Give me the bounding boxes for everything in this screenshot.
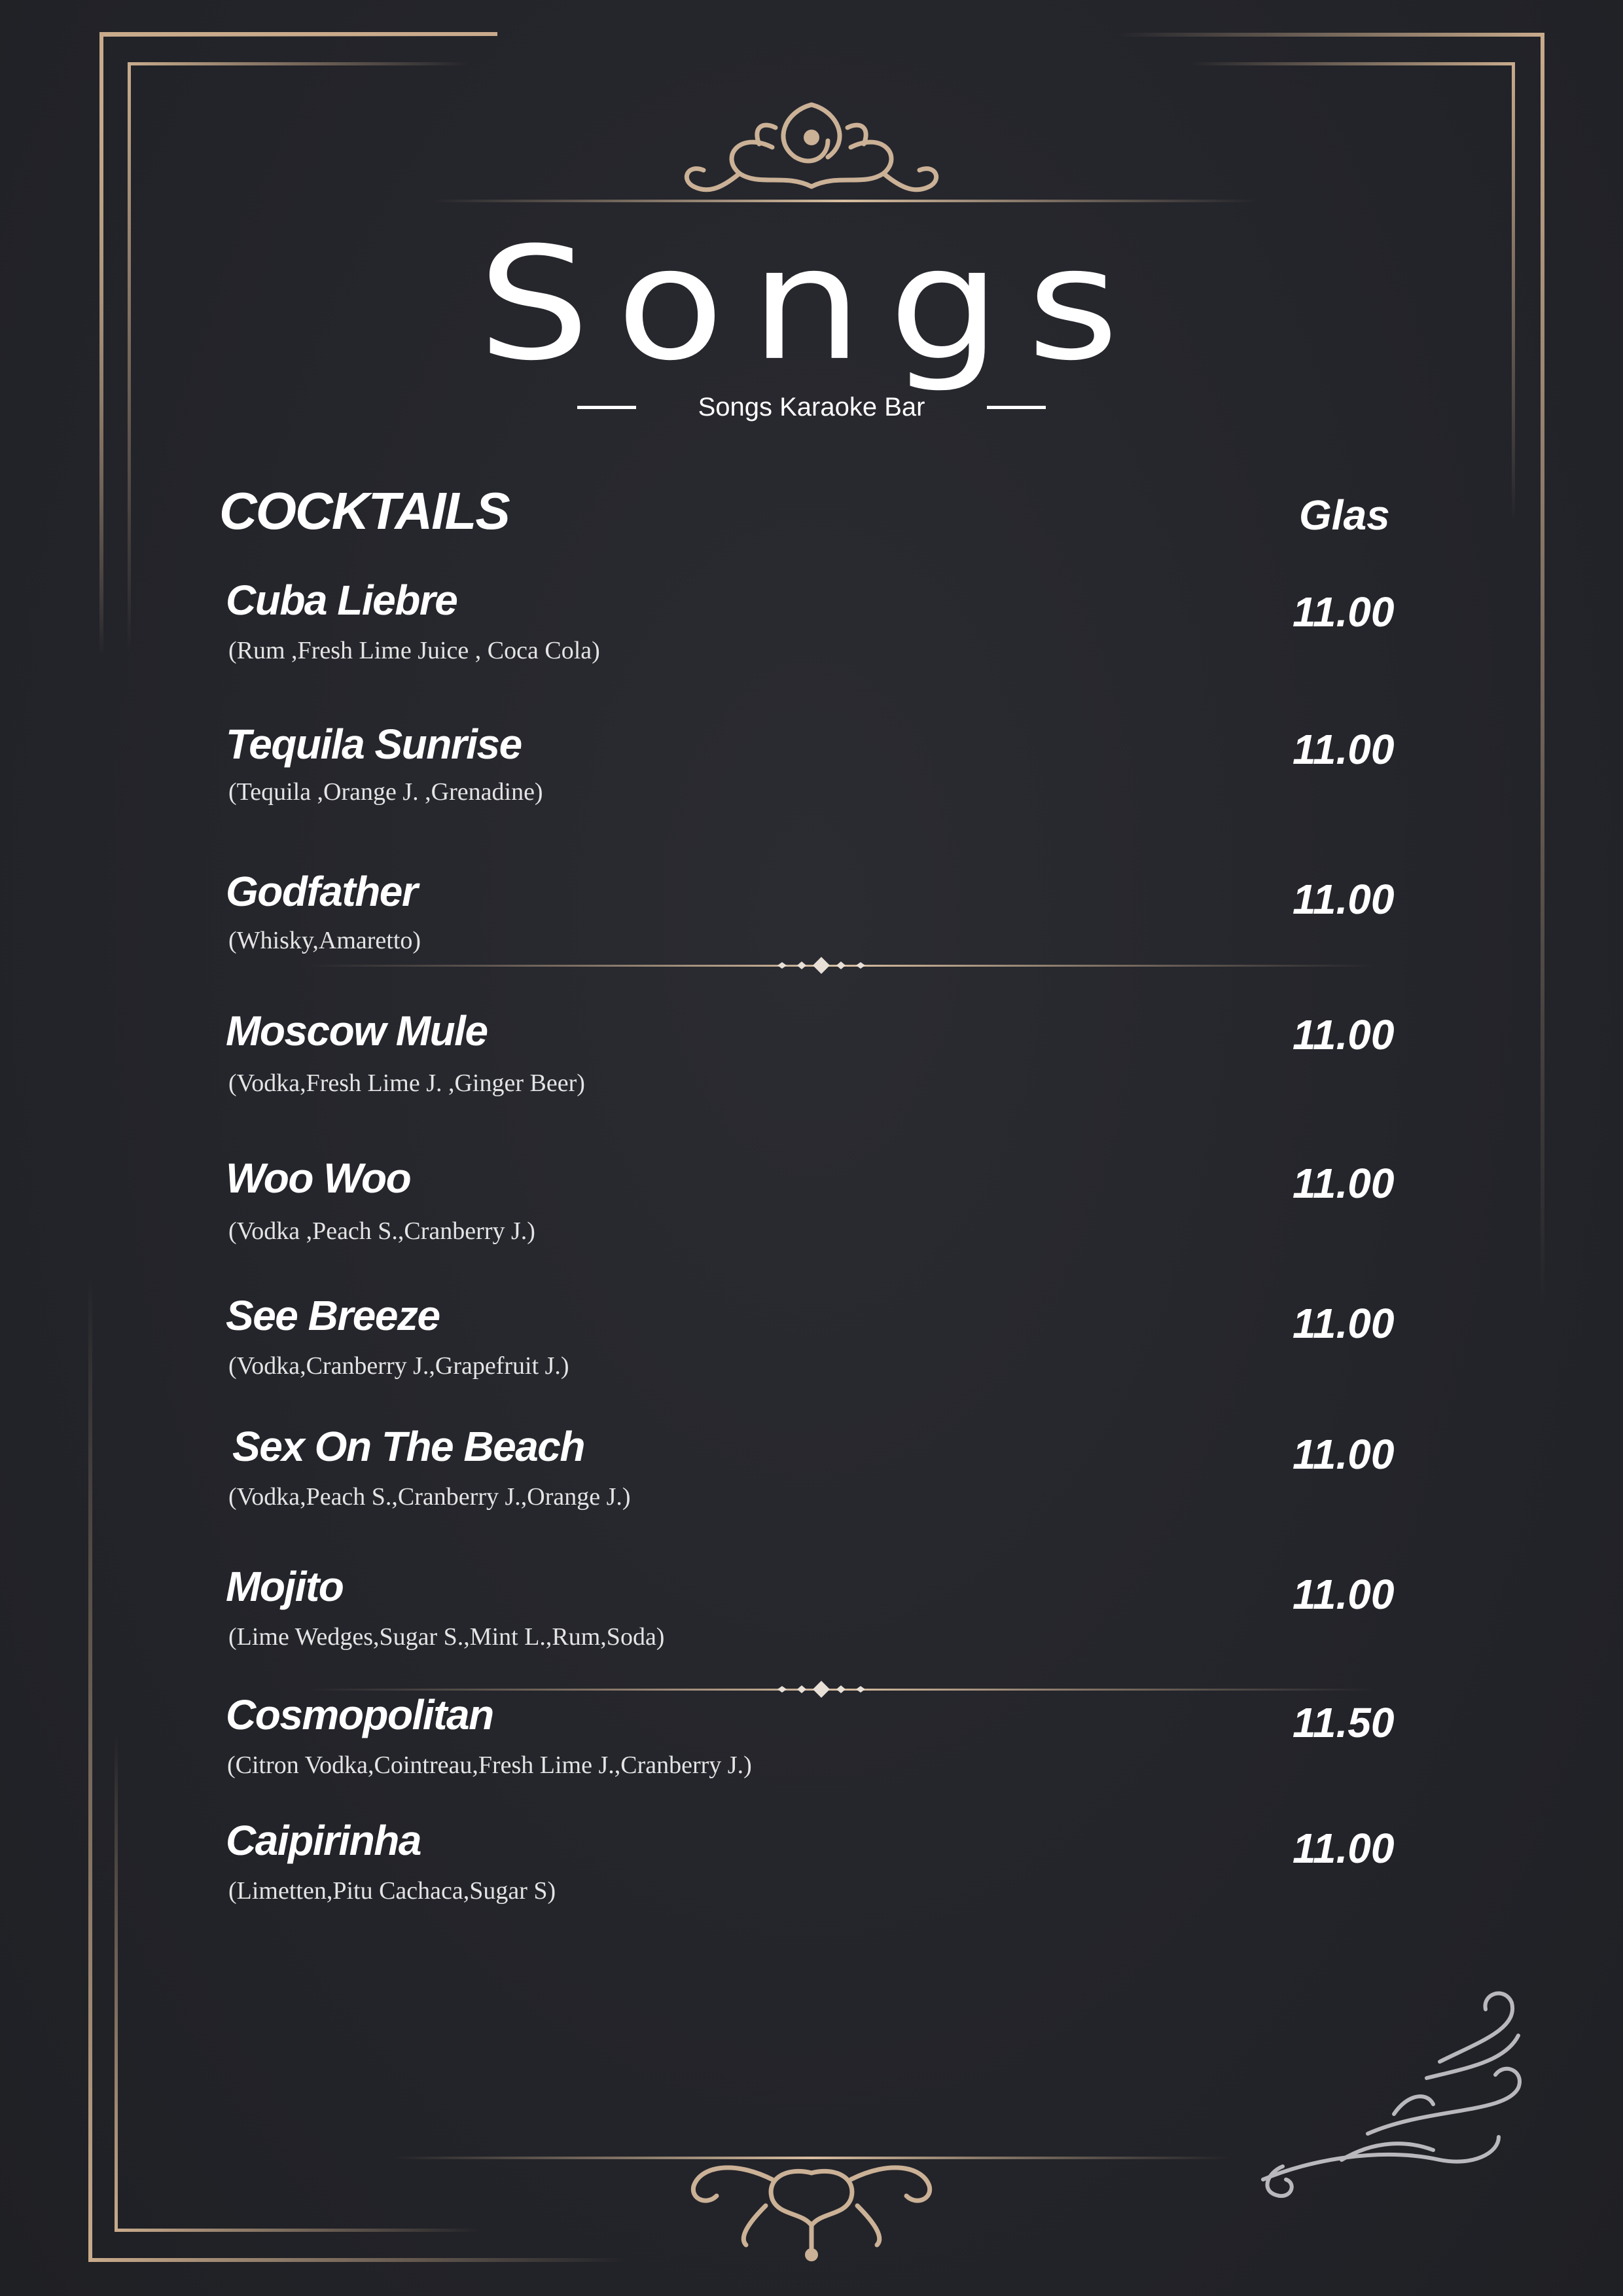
item-price: 11.00 <box>1293 588 1395 636</box>
item-price: 11.50 <box>1293 1699 1395 1746</box>
subtitle-row <box>0 393 1623 422</box>
menu-item-moscow-mule <box>226 1007 1404 1111</box>
item-ingredients: (Whisky,Amaretto) <box>228 927 421 954</box>
item-ingredients: (Vodka,Cranberry J.,Grapefruit J.) <box>228 1352 569 1380</box>
menu-item-woo-woo <box>226 1154 1404 1259</box>
menu-item-cuba-liebre <box>226 576 1404 681</box>
item-ingredients: (Lime Wedges,Sugar S.,Mint L.,Rum,Soda) <box>228 1623 665 1651</box>
top-flourish-icon <box>687 105 936 190</box>
item-price: 11.00 <box>1293 876 1395 923</box>
menu-item-sex-on-the-beach <box>226 1422 1404 1527</box>
top-ornament-line <box>432 200 1257 202</box>
corner-swirl-icon <box>1263 1994 1520 2197</box>
item-name: Caipirinha <box>226 1817 421 1864</box>
menu-item-mojito <box>226 1562 1404 1667</box>
item-price: 11.00 <box>1293 1825 1395 1872</box>
subtitle-dash-right <box>987 406 1046 409</box>
subtitle: Songs Karaoke Bar <box>698 393 925 422</box>
bottom-flourish-icon <box>693 2168 929 2251</box>
page-title: Songs <box>478 213 1145 395</box>
item-ingredients: (Vodka,Peach S.,Cranberry J.,Orange J.) <box>228 1483 631 1511</box>
item-name: Mojito <box>226 1563 344 1610</box>
menu-item-godfather <box>226 867 1404 972</box>
bottom-ornament-line <box>393 2157 1230 2159</box>
item-name: Godfather <box>226 868 418 915</box>
menu-item-caipirinha <box>226 1816 1404 1921</box>
item-ingredients: (Tequila ,Orange J. ,Grenadine) <box>228 778 543 806</box>
item-price: 11.00 <box>1293 726 1395 773</box>
item-name: Moscow Mule <box>226 1007 488 1054</box>
item-price: 11.00 <box>1293 1431 1395 1478</box>
item-ingredients: (Citron Vodka,Cointreau,Fresh Lime J.,Cranberry J.) <box>227 1751 752 1779</box>
menu-item-see-breeze <box>226 1291 1404 1396</box>
top-flourish-dot <box>804 130 819 145</box>
menu-item-cosmopolitan <box>226 1691 1404 1795</box>
item-name: Sex On The Beach <box>232 1423 584 1470</box>
subtitle-dash-left <box>577 406 636 409</box>
item-name: See Breeze <box>226 1292 440 1339</box>
item-name: Cosmopolitan <box>226 1691 493 1738</box>
item-name: Tequila Sunrise <box>226 721 522 768</box>
item-price: 11.00 <box>1293 1011 1395 1058</box>
item-name: Cuba Liebre <box>226 577 457 624</box>
menu-item-tequila-sunrise <box>226 720 1404 825</box>
item-ingredients: (Rum ,Fresh Lime Juice , Coca Cola) <box>228 637 600 664</box>
item-price: 11.00 <box>1293 1160 1395 1207</box>
item-name: Woo Woo <box>226 1155 411 1202</box>
item-ingredients: (Limetten,Pitu Cachaca,Sugar S) <box>228 1877 556 1905</box>
item-price: 11.00 <box>1293 1571 1395 1618</box>
item-ingredients: (Vodka ,Peach S.,Cranberry J.) <box>228 1217 535 1245</box>
item-ingredients: (Vodka,Fresh Lime J. ,Ginger Beer) <box>228 1069 585 1097</box>
price-column-label: Glas <box>1299 492 1390 539</box>
section-title: COCKTAILS <box>219 482 509 540</box>
item-price: 11.00 <box>1293 1300 1395 1347</box>
bottom-flourish-dot <box>805 2248 818 2261</box>
